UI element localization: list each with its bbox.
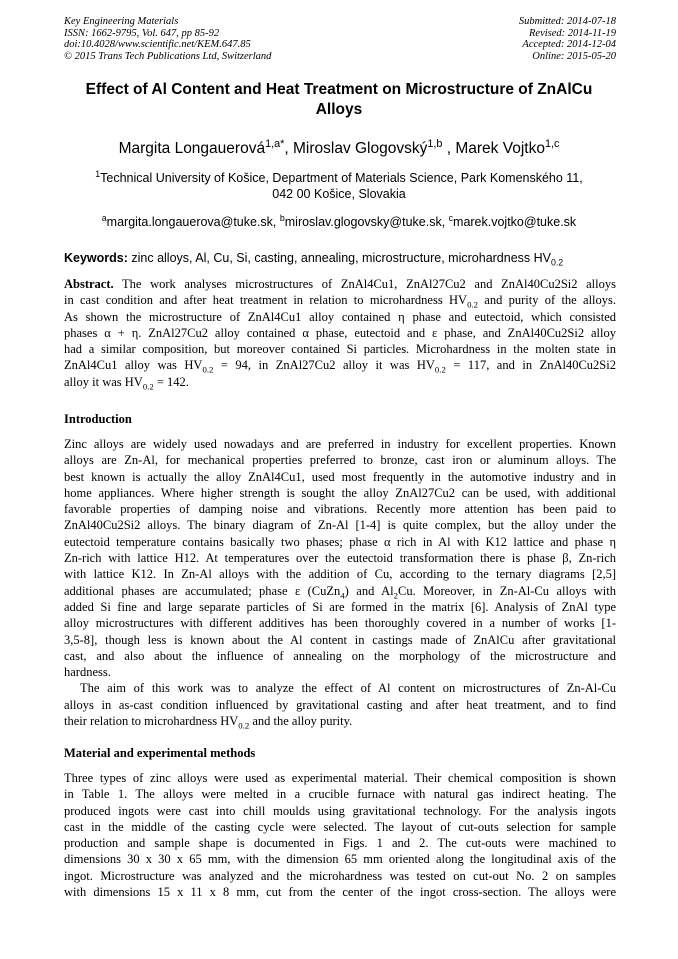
copyright: © 2015 Trans Tech Publications Ltd, Switzerland — [64, 50, 272, 62]
intro-line: The aim of this work was to analyze the effect of Al content on microstructures of Zn-Al-Cu — [80, 681, 616, 696]
author-1: Margita Longauerová — [118, 140, 266, 157]
intro-line: favorable properties of damping noise and vibrations. Recently more attention has been paid to — [64, 502, 616, 517]
email-a: margita.longauerova@tuke.sk, — [106, 215, 280, 229]
intro-line: Cu. Moreover, in Zn-Al-Cu alloys with — [397, 583, 616, 598]
materials-line: dimensions 30 x 30 x 65 mm, with the dimension 65 mm oriented along the longitudinal axis of the — [64, 852, 616, 867]
title-line-2: Alloys — [315, 101, 363, 118]
journal-info — [64, 16, 271, 62]
abstract-line: = 94, in ZnAl27Cu2 alloy it was HV — [213, 358, 435, 373]
author-2-affil: 1,b — [427, 137, 443, 150]
paper-title — [64, 80, 614, 120]
intro-line: eutectoid temperature contains basically two phases; phase α rich in Al with K12 lattice and phase η — [64, 534, 616, 549]
abstract-sub: 0.2 — [142, 381, 154, 391]
revised-date: Revised: 2014-11-19 — [529, 27, 616, 39]
materials-line: in Table 1. The alloys were melted in a crucible furnace with natural gas indirect heating. The — [64, 787, 616, 802]
intro-line: added Si fine and large separate particles of Si are formed in the matrix [6]. Analysis of ZnAl type — [64, 599, 616, 614]
abstract-line: and purity of the alloys. — [478, 293, 616, 308]
materials-line: Three types of zinc alloys were used as experimental material. Their chemical composition is shown — [64, 771, 616, 785]
abstract — [64, 276, 616, 390]
intro-line: and the alloy purity. — [249, 714, 353, 729]
intro-line: hardness. — [64, 665, 111, 680]
intro-line: Zn-rich with lattice H12. At temperatures over the eutectoid transformation there is phase β, Zn-rich — [64, 551, 616, 566]
intro-line: with lattice K12. In Zn-Al alloys with the addition of Cu, according to the ternary diagrams [2,5] — [64, 567, 616, 582]
author-3-affil: 1,c — [544, 137, 560, 150]
issn: ISSN: 1662-9795, Vol. 647, pp 85-92 — [64, 27, 220, 39]
author-1-affil: 1,a* — [265, 137, 285, 150]
affiliation-line-1: Technical University of Košice, Department of Materials Science, Park Komenského 11, — [100, 171, 583, 185]
keywords-sub: 0.2 — [551, 257, 564, 268]
email-c: marek.vojtko@tuke.sk — [453, 215, 577, 229]
intro-line: 3,5-8], though less is known about the Al content in castings made of ZnAlCu after gravitational — [64, 632, 616, 647]
submitted-date: Submitted: 2014-07-18 — [518, 16, 616, 27]
materials-line: ingot. Microstructure was analyzed and the microhardness was tested on cut-out No. 2 on samples — [64, 868, 616, 883]
intro-line: cast, and also about the influence of annealing on the morphology of the microstructure and — [64, 648, 616, 663]
keywords — [64, 250, 616, 266]
abstract-label: Abstract. — [64, 277, 114, 291]
abstract-line: phases α + η. ZnAl27Cu2 alloy contained α phase, eutectoid and ε phase, and ZnAl40Cu2Si2 alloy — [64, 325, 616, 340]
materials-line: cast in the middle of the casting cycle were selected. The layout of cut-outs selection for sample — [64, 819, 616, 834]
abstract-line: = 142. — [153, 374, 189, 389]
title-line-1: Effect of Al Content and Heat Treatment on Microstructure of ZnAlCu — [85, 81, 593, 98]
online-date: Online: 2015-05-20 — [532, 50, 616, 62]
materials-heading: Material and experimental methods — [64, 746, 256, 760]
materials-line: with dimensions 15 x 11 x 8 mm, cut from the center of the ingot cross-section. The alloys were — [64, 885, 616, 900]
doi: doi:10.4028/www.scientific.net/KEM.647.85 — [64, 39, 251, 50]
dates-info — [519, 16, 616, 62]
abstract-sub: 0.2 — [467, 299, 478, 309]
abstract-sub: 0.2 — [434, 364, 446, 374]
intro-line: best known is actually the alloy ZnAl4Cu1, used most frequently in the automotive industry and in — [64, 469, 616, 484]
intro-line: additional phases are accumulated; phase ε (CuZn — [64, 583, 341, 598]
intro-line: Zinc alloys are widely used nowadays and are preferred in industry for excellent properties. Known — [64, 437, 616, 451]
abstract-line: As shown the microstructure of ZnAl4Cu1 alloy contained η phase and eutectoid, which consisted — [64, 309, 616, 324]
keywords-label: Keywords: — [64, 251, 128, 265]
materials-line: production and sample shape is documented in Figs. 1 and 2. The cut-outs were machined to — [64, 836, 616, 851]
abstract-sub: 0.2 — [202, 364, 214, 374]
affiliation-number: 1 — [95, 168, 101, 179]
abstract-line: The work analyses microstructures of ZnAl4Cu1, ZnAl27Cu2 and ZnAl40Cu2Si2 alloys — [113, 277, 616, 291]
journal-name: Key Engineering Materials — [64, 16, 179, 27]
intro-sub: 0.2 — [238, 720, 250, 730]
intro-sub: 4 — [340, 590, 345, 599]
materials-body — [64, 770, 616, 900]
author-3: , Marek Vojtko — [442, 140, 545, 157]
intro-line: home appliances. Where higher strength is sought the alloy ZnAl27Cu2 can be used, with additional — [64, 485, 616, 500]
intro-line: their relation to microhardness HV — [64, 714, 239, 729]
abstract-line: = 117, and in ZnAl40Cu2Si2 — [445, 358, 616, 373]
abstract-line: alloy it was HV — [64, 374, 143, 389]
intro-line: ZnAl40Cu2Si2 alloys. The binary diagram of Zn-Al [1-4] is quite complex, but the alloy under the — [64, 518, 616, 533]
affiliation-line-2: 042 00 Košice, Slovakia — [272, 187, 406, 201]
intro-sub: 2 — [393, 590, 398, 599]
introduction-heading: Introduction — [64, 412, 132, 426]
intro-line: alloy microstructures with different additives has been thoroughly covered in a number of works [1- — [64, 616, 616, 631]
intro-line: ) and Al — [344, 583, 394, 598]
abstract-line: in cast condition and after heat treatment in relation to microhardness HV — [64, 293, 468, 308]
affiliation — [64, 170, 614, 202]
materials-line: produced ingots were cast into chill moulds using gravitational technology. For the analysis ingots — [64, 803, 616, 818]
accepted-date: Accepted: 2014-12-04 — [522, 39, 616, 50]
author-list — [64, 139, 614, 159]
intro-line: alloys in as-cast condition influenced by gravitational casting and after heat treatment, and to find — [64, 697, 616, 712]
introduction-body — [64, 436, 616, 729]
abstract-line: had a similar composition, but moreover contained Si particles. Microhardness in the molten state in — [64, 342, 616, 357]
abstract-line: ZnAl4Cu1 alloy was HV — [64, 358, 203, 373]
email-a-mark: a — [101, 212, 107, 223]
email-list — [64, 214, 614, 230]
email-b-mark: b — [279, 212, 285, 223]
email-b: miroslav.glogovsky@tuke.sk, — [284, 215, 449, 229]
intro-line: alloys are Zn-Al, for mechanical properties preferred to bronze, cast iron or aluminum alloys. The — [64, 453, 616, 468]
keywords-text: zinc alloys, Al, Cu, Si, casting, annealing, microstructure, microhardness HV — [127, 251, 551, 265]
email-c-mark: c — [448, 212, 454, 223]
author-2: , Miroslav Glogovský — [284, 140, 428, 157]
